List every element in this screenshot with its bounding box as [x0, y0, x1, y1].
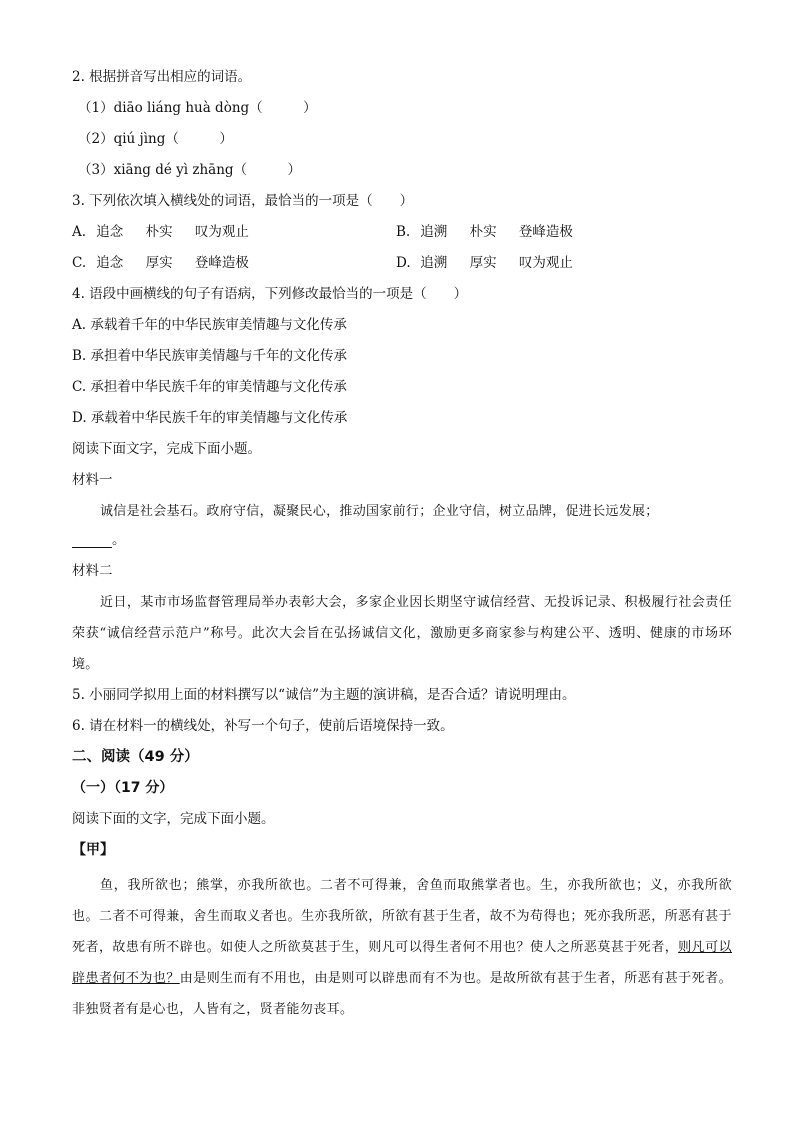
q3-options-row-1 — [72, 217, 732, 248]
material1-text: 诚信是社会基石。政府守信，凝聚民心，推动国家前行；企业守信，树立品牌，促进长远发展； — [100, 504, 659, 519]
answer-blank — [72, 533, 112, 548]
q3-option-d: D. 追溯 厚实 叹为观止 — [396, 255, 573, 271]
material1-label: 材料一 — [72, 472, 113, 488]
q3-option-c: C. 追念 厚实 登峰造极 — [72, 255, 249, 271]
material2-label: 材料二 — [72, 563, 113, 579]
q4-title: 4. 语段中画横线的句子有语病，下列修改最恰当的一项是（ ） — [72, 286, 468, 302]
section-2-title: 二、阅读（49 分） — [72, 749, 199, 765]
q4-option-c: C. 承担着中华民族千年的审美情趣与文化传承 — [72, 379, 347, 395]
q3-option-a: A. 追念 朴实 叹为观止 — [72, 224, 249, 240]
section-2-intro: 阅读下面的文字，完成下面小题。 — [72, 811, 275, 827]
q4-option-d: D. 承载着中华民族千年的审美情趣与文化传承 — [72, 410, 348, 426]
passage-jia-text: 鱼，我所欲也；熊掌，亦我所欲也。二者不可得兼，舍鱼而取熊掌者也。生，亦我所欲也；义，亦我所欲也。二者不可得兼，舍生而取义者也。生亦我所欲，所欲有甚于生者，故不为苟得也；死亦我所恶，所恶有甚于死者，故患有所不辟也。如使人之所欲莫甚于生，则凡可以得生者何不用也？使人之所恶莫甚于死者，则凡可以辟患者何不为也？由是则生而有不用也，由是则可以辟患而有不为也。是故所欲有甚于生者，所恶有甚于死者。非独贤者有是心也，人皆有之，贤者能勿丧耳。 — [72, 878, 732, 1017]
q3-title: 3. 下列依次填入横线处的词语，最恰当的一项是（ ） — [72, 193, 414, 209]
q2-title: 2. 根据拼音写出相应的词语。 — [72, 69, 252, 85]
material1-blank-line: 。 — [72, 525, 732, 556]
q2-item-2: （2）qiú jìng（ ） — [78, 131, 233, 147]
q3-option-b: B. 追溯 朴实 登峰造极 — [396, 224, 573, 240]
section-2-sub-title: （一）（17 分） — [72, 780, 174, 796]
material2-text: 近日，某市市场监督管理局举办表彰大会，多家企业因长期坚守诚信经营、无投诉记录、积极履行社会责任荣获“诚信经营示范户”称号。此次大会旨在弘扬诚信文化，激励更多商家参与构建公平、透明、健康的市场环境。 — [72, 595, 732, 672]
q4-option-a: A. 承载着千年的中华民族审美情趣与文化传承 — [72, 317, 347, 333]
q5: 5. 小丽同学拟用上面的材料撰写以“诚信”为主题的演讲稿，是否合适？请说明理由。 — [72, 687, 576, 703]
reading-intro: 阅读下面文字，完成下面小题。 — [72, 441, 261, 457]
q6: 6. 请在材料一的横线处，补写一个句子，使前后语境保持一致。 — [72, 718, 454, 734]
q4-option-b: B. 承担着中华民族审美情趣与千年的文化传承 — [72, 348, 348, 364]
exam-page — [72, 62, 732, 1025]
q2-item-3: （3）xiāng dé yì zhāng（ ） — [78, 162, 302, 178]
underlined-sentence: 则凡可以辟患者何不为也？ — [72, 940, 732, 986]
q2-item-1: （1）diāo liáng huà dòng（ ） — [78, 100, 317, 116]
passage-jia-label: 【甲】 — [72, 842, 114, 858]
q3-options-row-2 — [72, 248, 732, 279]
